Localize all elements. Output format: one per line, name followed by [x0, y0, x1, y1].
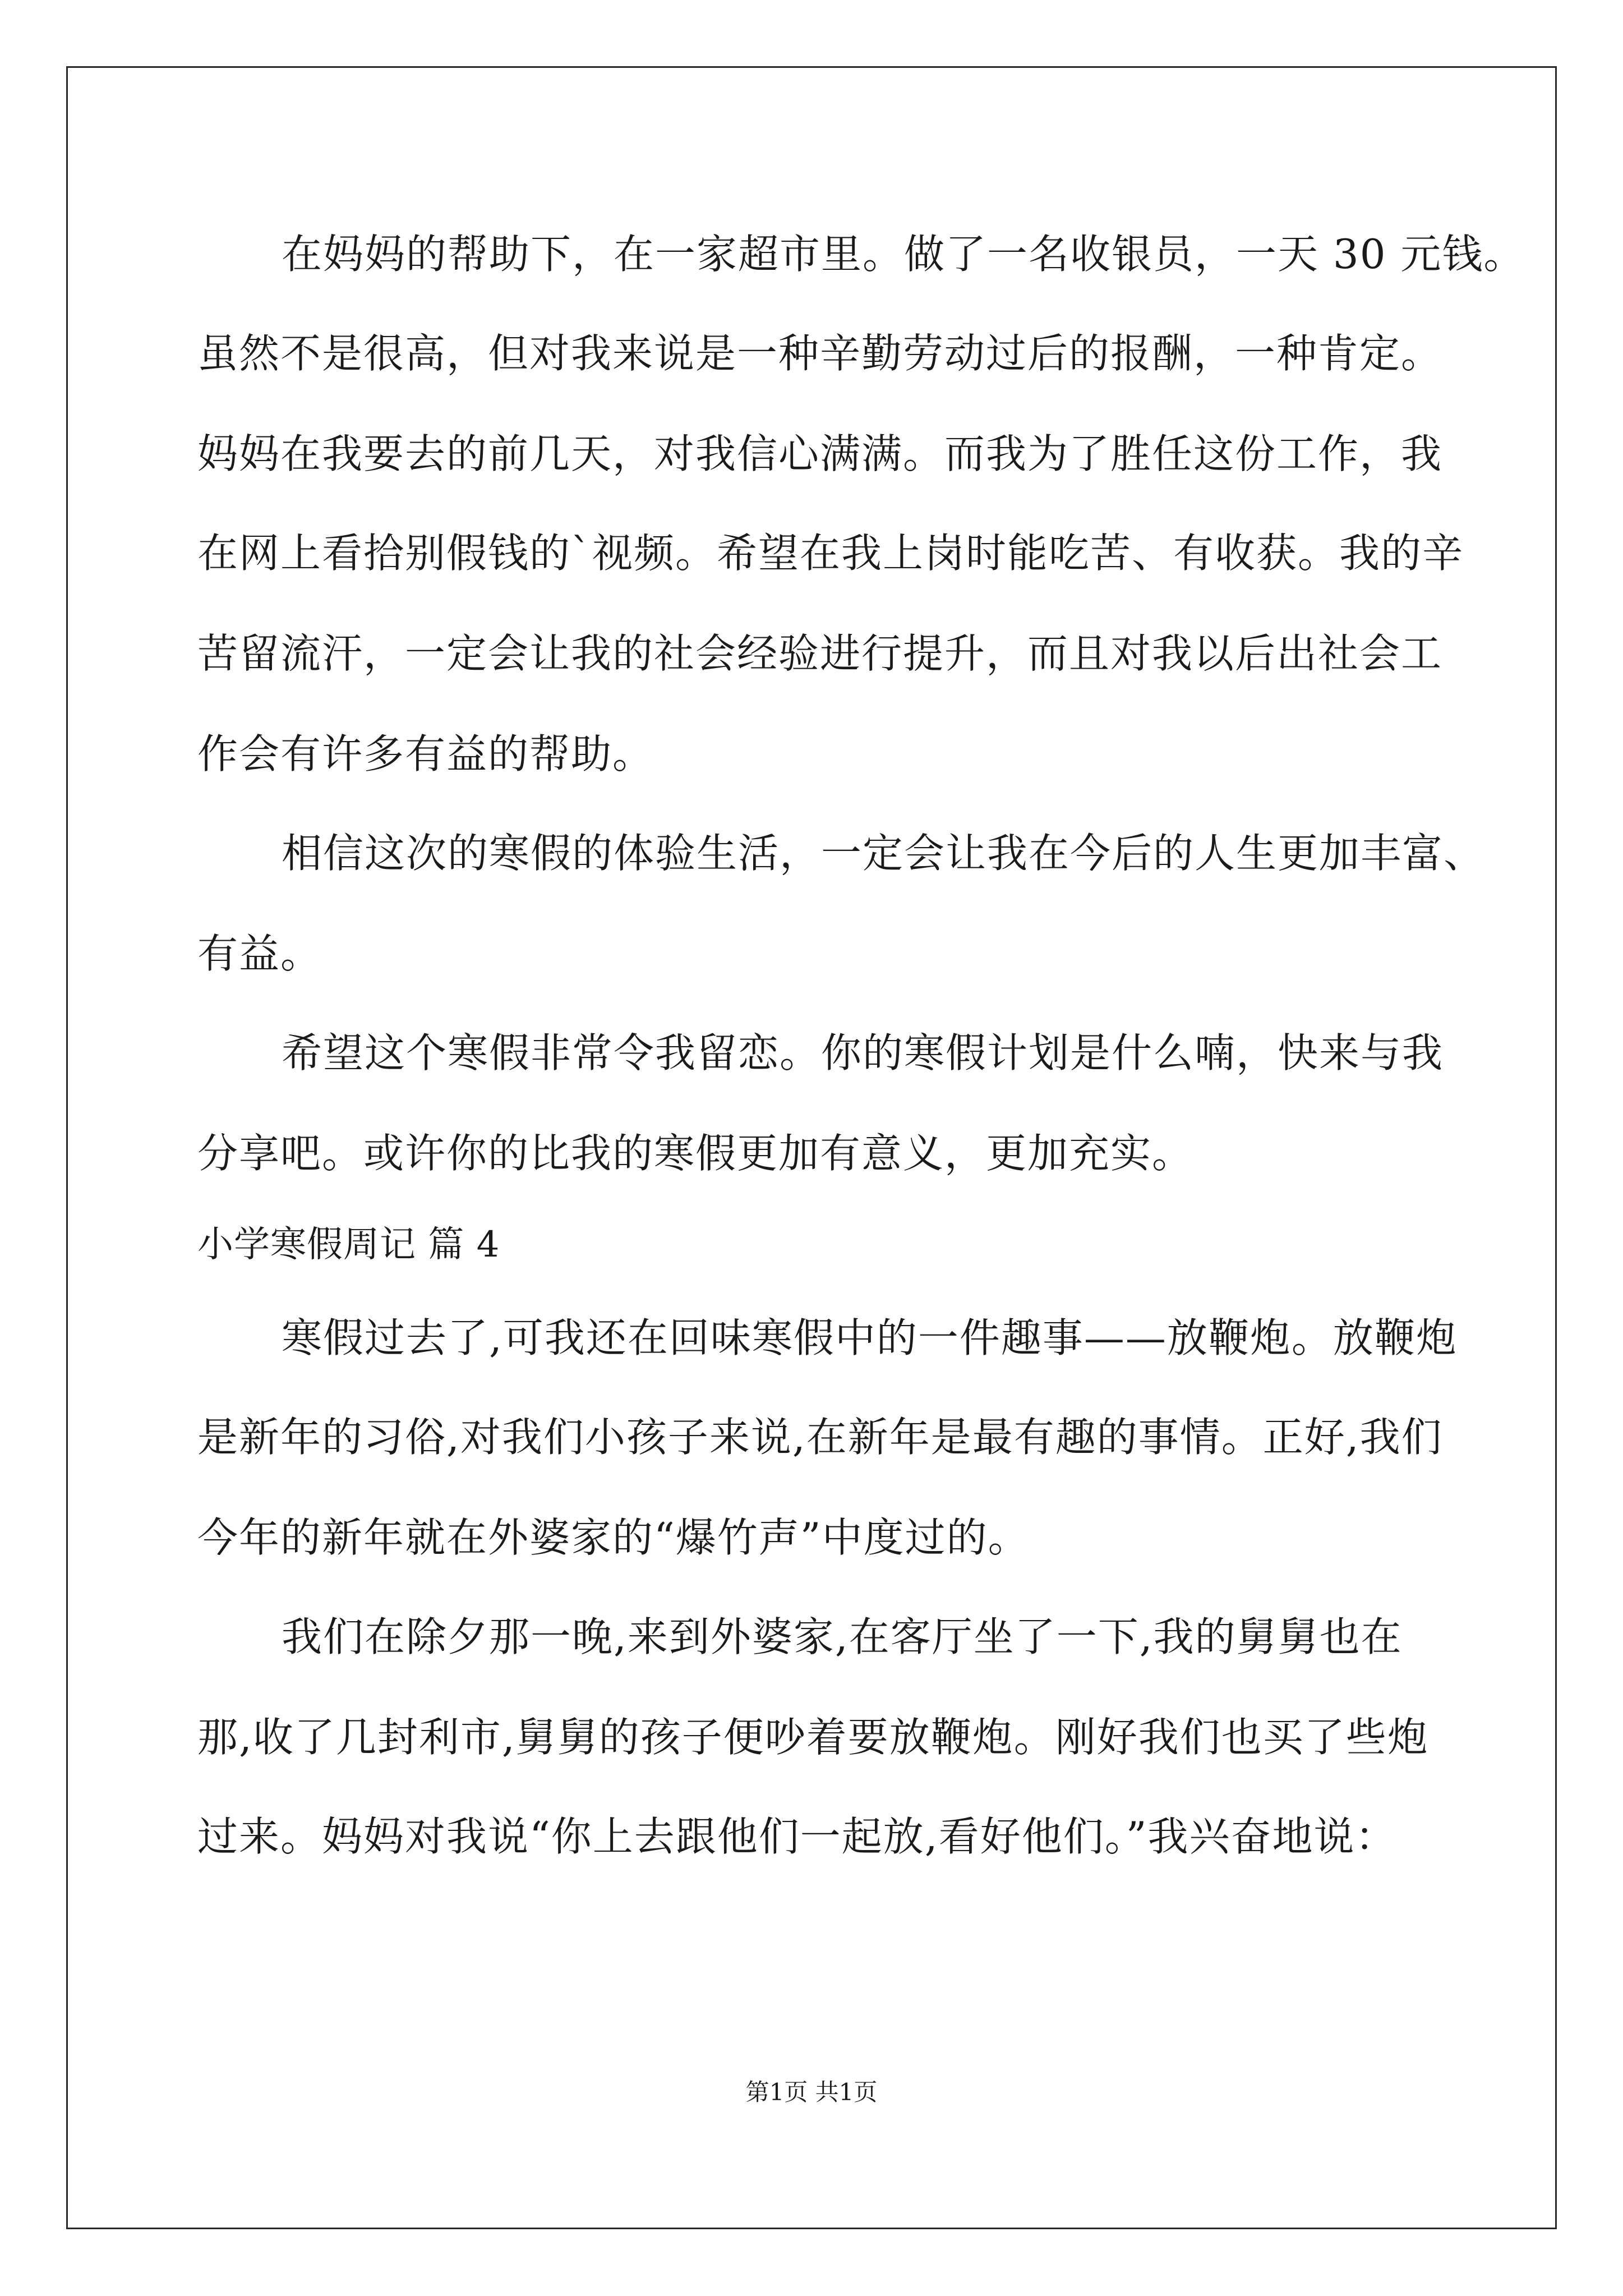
paragraph-5-line-2: 那,收了几封利市,舅舅的孩子便吵着要放鞭炮。刚好我们也买了些炮	[197, 1714, 1429, 1761]
paragraph-1-line-4: 在网上看拾别假钱的`视频。希望在我上岗时能吃苦、有收获。我的辛	[197, 530, 1464, 577]
paragraph-5-line-3: 过来。妈妈对我说“你上去跟他们一起放,看好他们。”我兴奋地说：	[197, 1813, 1397, 1860]
paragraph-1-line-6: 作会有许多有益的帮助。	[197, 730, 654, 777]
paragraph-1-line-3: 妈妈在我要去的前几天，对我信心满满。而我为了胜任这份工作，我	[197, 430, 1443, 477]
paragraph-3-line-2: 分享吧。或许你的比我的寒假更加有意义，更加充实。	[197, 1130, 1194, 1177]
paragraph-2-line-1: 相信这次的寒假的体验生活，一定会让我在今后的人生更加丰富、	[282, 830, 1486, 877]
paragraph-2-line-2: 有益。	[197, 930, 322, 977]
section-heading: 小学寒假周记 篇 4	[197, 1224, 500, 1266]
paragraph-1-line-5: 苦留流汗，一定会让我的社会经验进行提升，而且对我以后出社会工	[197, 630, 1443, 677]
paragraph-1-line-1: 在妈妈的帮助下，在一家超市里。做了一名收银员，一天 30 元钱。	[282, 231, 1525, 278]
paragraph-4-line-3: 今年的新年就在外婆家的“爆竹声”中度过的。	[197, 1514, 1030, 1561]
paragraph-4-line-2: 是新年的习俗,对我们小孩子来说,在新年是最有趣的事情。正好,我们	[197, 1414, 1443, 1461]
paragraph-4-line-1: 寒假过去了,可我还在回味寒假中的一件趣事——放鞭炮。放鞭炮	[282, 1314, 1458, 1361]
page-number-footer: 第1页 共1页	[745, 2078, 878, 2106]
paragraph-1-line-2: 虽然不是很高，但对我来说是一种辛勤劳动过后的报酬，一种肯定。	[197, 330, 1443, 377]
paragraph-3-line-1: 希望这个寒假非常令我留恋。你的寒假计划是什么喃，快来与我	[282, 1029, 1444, 1076]
paragraph-5-line-1: 我们在除夕那一晚,来到外婆家,在客厅坐了一下,我的舅舅也在	[282, 1613, 1403, 1660]
